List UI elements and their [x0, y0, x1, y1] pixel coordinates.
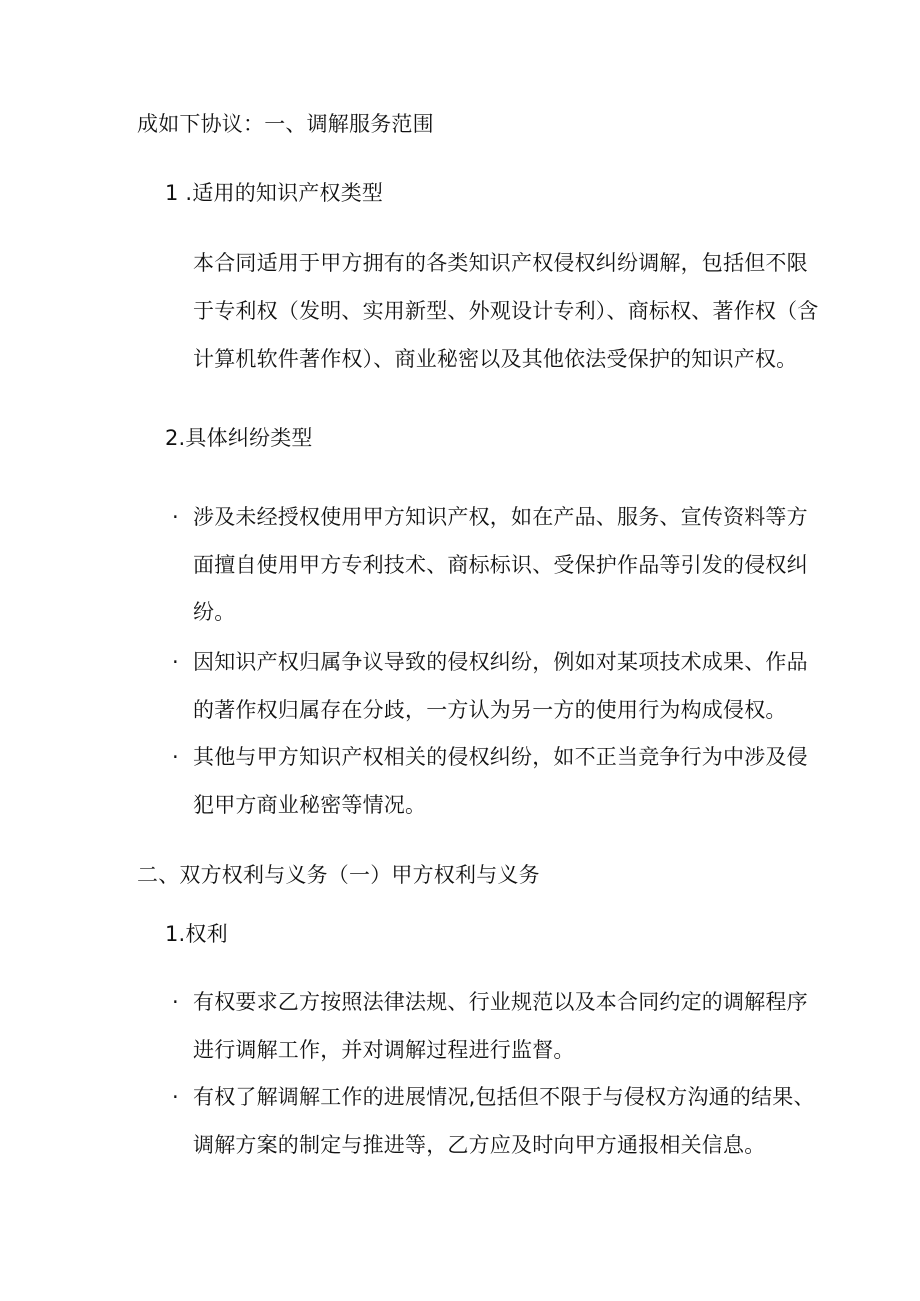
bullet-line: 面擅自使用甲方专利技术、商标标识、受保护作品等引发的侵权纠 [193, 553, 808, 577]
bullet-line: 涉及未经授权使用甲方知识产权，如在产品、服务、宣传资料等方 [193, 505, 808, 529]
paragraph-line: 计算机软件著作权）、商业秘密以及其他依法受保护的知识产权。 [193, 347, 798, 371]
bullet-line: 因知识产权归属争议导致的侵权纠纷，例如对某项技术成果、作品 [193, 650, 808, 674]
bullet-line: 进行调解工作，并对调解过程进行监督。 [193, 1038, 575, 1062]
section-heading-1: 成如下协议：一、调解服务范围 [137, 112, 434, 136]
bullet-dot: · [172, 745, 179, 769]
bullet-line: 犯甲方商业秘密等情况。 [193, 793, 427, 817]
bullet-line: 有权了解调解工作的进展情况,包括但不限于与侵权方沟通的结果、 [193, 1085, 815, 1109]
bullet-line: 的著作权归属存在分歧，一方认为另一方的使用行为构成侵权。 [193, 698, 787, 722]
subheading-ip-types: 1 .适用的知识产权类型 [165, 181, 384, 205]
bullet-line: 有权要求乙方按照法律法规、行业规范以及本合同约定的调解程序 [193, 990, 808, 1014]
bullet-dot: · [172, 1085, 179, 1109]
paragraph-line: 于专利权（发明、实用新型、外观设计专利）、商标权、著作权（含 [193, 299, 819, 323]
paragraph-line: 本合同适用于甲方拥有的各类知识产权侵权纠纷调解，包括但不限 [193, 251, 808, 275]
bullet-line: 纷。 [193, 600, 236, 624]
bullet-line: 调解方案的制定与推进等，乙方应及时向甲方通报相关信息。 [193, 1133, 766, 1157]
section-heading-2: 二、双方权利与义务（一）甲方权利与义务 [137, 863, 540, 887]
subheading-rights: 1.权利 [165, 922, 228, 946]
bullet-dot: · [172, 505, 179, 529]
bullet-dot: · [172, 990, 179, 1014]
subheading-dispute-types: 2.具体纠纷类型 [165, 426, 313, 450]
bullet-line: 其他与甲方知识产权相关的侵权纠纷，如不正当竞争行为中涉及侵 [193, 745, 808, 769]
bullet-dot: · [172, 650, 179, 674]
